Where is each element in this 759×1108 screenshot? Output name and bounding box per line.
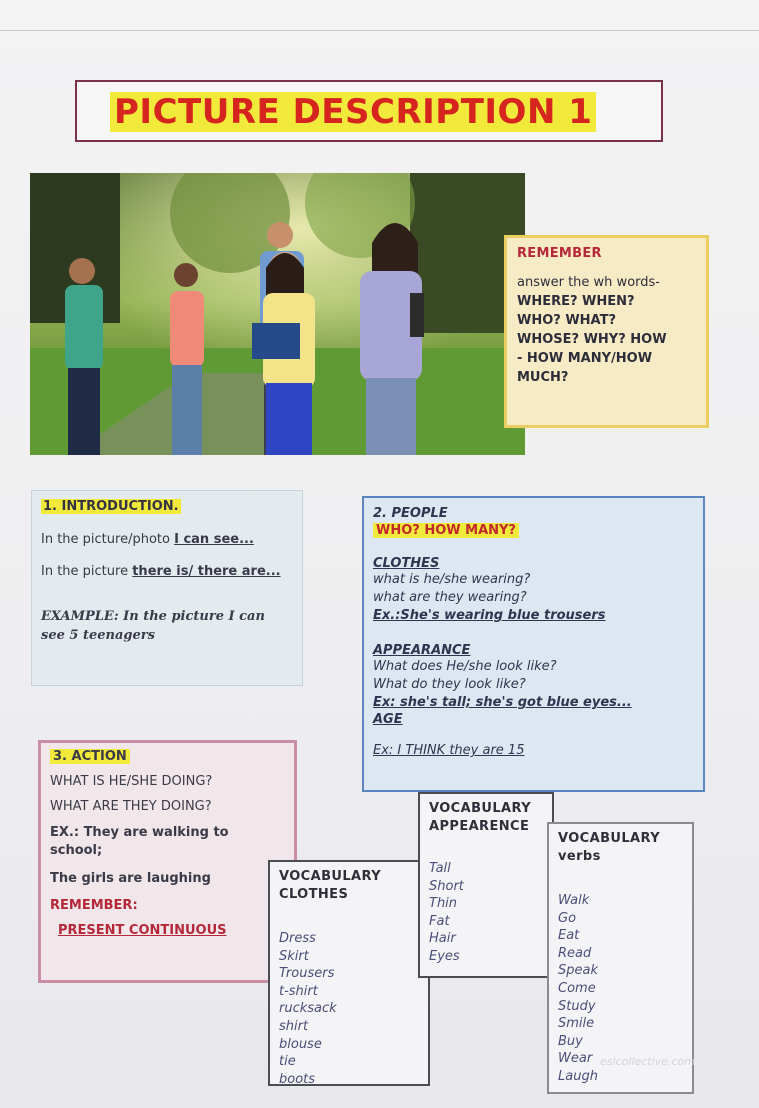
list-item: blouse: [279, 1036, 322, 1052]
list-item: Smile: [558, 1016, 595, 1032]
vocabulary-clothes-box: [268, 860, 430, 1086]
introduction-example: EXAMPLE: In the picture I can see 5 teenagers: [41, 609, 265, 643]
action-example-2: The girls are laughing: [50, 871, 211, 886]
list-item: Read: [558, 945, 592, 961]
list-item: Buy: [558, 1033, 583, 1049]
people-box: [362, 496, 705, 792]
list-item: boots: [279, 1071, 316, 1087]
appearance-heading: APPEARANCE: [373, 643, 471, 658]
appearance-section: [373, 643, 694, 758]
remember-note-lead: answer the wh words-: [517, 275, 660, 290]
watermark: eslcollective.com: [600, 1055, 695, 1068]
list-item: Speak: [558, 963, 598, 979]
clothes-question-2: what are they wearing?: [373, 590, 527, 605]
list-item: Study: [558, 998, 596, 1014]
age-example: Ex: I THINK they are 15: [373, 743, 525, 758]
action-question-1: WHAT IS HE/SHE DOING?: [50, 774, 213, 789]
list-item: Tall: [429, 861, 451, 876]
list-item: Skirt: [279, 948, 309, 964]
remember-note-line: MUCH?: [517, 370, 569, 385]
clothes-example: Ex.:She's wearing blue trousers: [373, 608, 606, 623]
clothes-question-1: what is he/she wearing?: [373, 572, 531, 587]
action-remember-label: REMEMBER:: [50, 898, 138, 913]
list-item: Trousers: [279, 966, 335, 982]
vocabulary-clothes-list: [279, 930, 419, 1088]
appearance-question-1: What does He/she look like?: [373, 659, 557, 674]
person-1: [65, 258, 103, 455]
remember-note-body: [517, 273, 696, 387]
age-heading: AGE: [373, 712, 403, 727]
introduction-line-2: In the picture there is/ there are...: [41, 564, 281, 579]
vocabulary-appearance-heading-1: VOCABULARY: [429, 801, 532, 816]
page-title: PICTURE DESCRIPTION 1: [110, 92, 596, 132]
list-item: Fat: [429, 913, 450, 929]
action-example-1: EX.: They are walking to school;: [50, 825, 229, 858]
list-item: Dress: [279, 931, 316, 946]
people-subtitle: WHO? HOW MANY?: [373, 523, 694, 538]
appearance-question-2: What do they look like?: [373, 677, 526, 692]
list-item: shirt: [279, 1018, 309, 1034]
list-item: Come: [558, 980, 596, 996]
vocabulary-clothes-heading-2: CLOTHES: [279, 887, 349, 902]
photo-illustration: [30, 173, 525, 455]
action-title: 3. ACTION: [50, 749, 285, 764]
introduction-title: 1. INTRODUCTION.: [43, 499, 179, 514]
introduction-line-1: In the picture/photo I can see...: [41, 532, 254, 547]
title-frame: [75, 80, 663, 142]
list-item: Eyes: [429, 948, 460, 964]
appearance-example: Ex: she's tall; she's got blue eyes...: [373, 695, 632, 710]
remember-note-title: REMEMBER: [517, 246, 602, 261]
vocabulary-appearance-heading-2: APPEARENCE: [429, 819, 530, 834]
vocabulary-clothes-heading-1: VOCABULARY: [279, 869, 382, 884]
list-item: Hair: [429, 931, 456, 947]
clothes-section: [373, 556, 694, 625]
person-2: [170, 263, 204, 455]
page-edge-line: [0, 30, 759, 31]
introduction-box: [31, 490, 303, 686]
vocabulary-appearance-box: [418, 792, 554, 978]
action-question-2: WHAT ARE THEY DOING?: [50, 799, 212, 814]
vocabulary-verbs-box: [547, 822, 694, 1094]
list-item: Short: [429, 878, 464, 894]
remember-note: [504, 235, 709, 428]
list-item: Wear: [558, 1051, 593, 1067]
remember-note-line: - HOW MANY/HOW: [517, 351, 653, 366]
vocabulary-verbs-heading-1: VOCABULARY: [558, 831, 661, 846]
action-box: [38, 740, 297, 983]
action-remember-value: PRESENT CONTINUOUS: [58, 923, 227, 938]
teenagers-photo: [30, 173, 525, 455]
people-title: 2. PEOPLE: [373, 506, 448, 521]
vocabulary-appearance-list: [429, 860, 543, 966]
list-item: Eat: [558, 928, 580, 944]
vocabulary-verbs-heading-2: verbs: [558, 849, 601, 864]
list-item: Thin: [429, 896, 458, 912]
remember-note-line: WHERE? WHEN?: [517, 294, 635, 309]
list-item: Go: [558, 910, 577, 926]
list-item: rucksack: [279, 1001, 337, 1017]
remember-note-line: WHO? WHAT?: [517, 313, 617, 328]
list-item: t-shirt: [279, 983, 318, 999]
clothes-heading: CLOTHES: [373, 556, 440, 571]
list-item: Walk: [558, 893, 590, 908]
list-item: tie: [279, 1054, 296, 1070]
list-item: Laugh: [558, 1068, 598, 1084]
remember-note-line: WHOSE? WHY? HOW: [517, 332, 667, 347]
